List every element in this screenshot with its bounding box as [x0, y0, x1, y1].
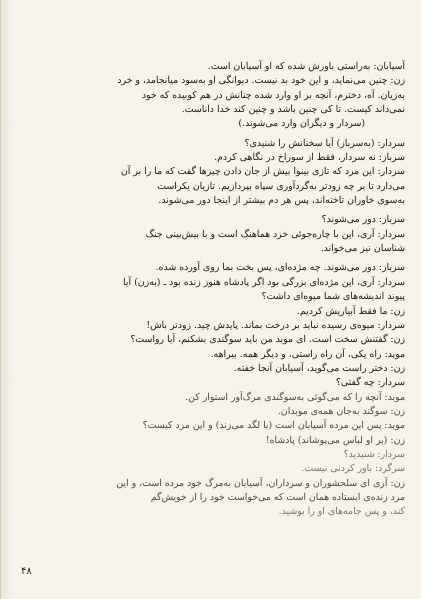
text-line: شناسان نیز می‌خواند.: [320, 243, 405, 255]
text-line: می‌دارد تا بر چه زودتر به‌گردآوری سپاه بپردازیم. تازیان یکراست: [157, 180, 405, 192]
text-line: سرگرد: باور کردنی نیست.: [301, 463, 405, 475]
text-line: موبد: راه یکی، آن راه راستی، و دیگر همه. بیراهه.: [210, 348, 405, 360]
text-line: نمی‌داند کیست. تا کی چنین باشد و چنین کند خدا داناست.: [181, 104, 405, 116]
text-line: موبد: آنچه را که می‌گوئی به‌سوگندی مرگ‌آور استوار کن.: [185, 391, 405, 403]
page-text: [19, 60, 405, 520]
text-line: زن: چنین می‌نماید، و این خود بد نیست. دیوانگی او به‌سود میانجامد، و خرد: [117, 75, 405, 87]
text-line: (سردار و دیگران وارد می‌شوند.): [238, 118, 365, 130]
text-line: به‌زیان. آه، دخترم، آنچه بر او وارد شده چنانش در هم کوبیده که خود: [141, 89, 405, 101]
text-line: به‌سوی خاوران تاخته‌اند، پس هر دم بیشتر از اینجا دور می‌شوند.: [158, 195, 405, 207]
text-line: سردار: این مرد که تازی بینوا بیش از جان دادن چیزها گفت که ما را بر آن: [120, 166, 405, 178]
text-line: سردار: چه گفتی؟: [335, 377, 405, 389]
page-number: ۴۸: [21, 566, 32, 577]
text-line: سردار: آری، این با چاره‌جوئی خرد هماهنگ است و با بیش‌بینی جنگ: [145, 228, 405, 240]
text-line: زن: ما فقط آبیاریش کردیم.: [296, 305, 405, 317]
text-line: مرد زنده‌ی ایستاده همان است که می‌خواست خود را از خویش‌گم: [150, 491, 405, 503]
text-line: زن: گفتنش سخت است. ای موبد من باید سوگندی بشکنم، آیا رواست؟: [130, 334, 405, 346]
text-line: کند، و پس جامه‌های او را بوشید.: [278, 506, 405, 518]
text-line: سرباز: دور می‌شوند؟: [321, 214, 405, 226]
text-line: سردار: میوه‌ی رسیده نباید بر درخت بماند. پایدش چید. زودتر باش!: [146, 319, 405, 331]
text-line: پیوند اندیشه‌های شما میوه‌ای داشت؟: [261, 291, 405, 303]
text-line: زن: (بر او لباس می‌پوشاند) پادشاه!: [265, 434, 405, 446]
text-line: زن: دختر راست می‌گوید، آسیابان آنجا خفته.: [233, 362, 405, 374]
text-line: سردار: (به‌سرباز) آیا سخنانش را شنیدی؟: [244, 137, 405, 149]
text-line: موبد: پس این مرده آسیابان است (با لگد می‌زند) و این مرد کیست؟: [142, 420, 405, 432]
text-line: زن: سوگند به‌جان همه‌ی موبدان.: [277, 405, 405, 417]
text-line: سرباز: نه سردار، فقط از سوراخ در نگاهی کردم.: [214, 152, 405, 164]
text-line: زن: آری ای سلحشوران و سرداران، آسیابان به‌مرگ خود مرده است، و این: [116, 477, 405, 489]
text-line: سردار: آری، این مژده‌ای بزرگی بود اگر پادشاه هنوز زنده بود ـ (به‌زن) آیا: [123, 276, 405, 288]
text-line: سردار: شنیدید؟: [343, 448, 405, 460]
text-line: آسیابان: به‌راستی باورش شده که او آسیابان است.: [207, 61, 405, 72]
text-line: سرباز: دور می‌شوند. چه مژده‌ای، پس بخت بما روی آورده شده.: [155, 262, 405, 274]
